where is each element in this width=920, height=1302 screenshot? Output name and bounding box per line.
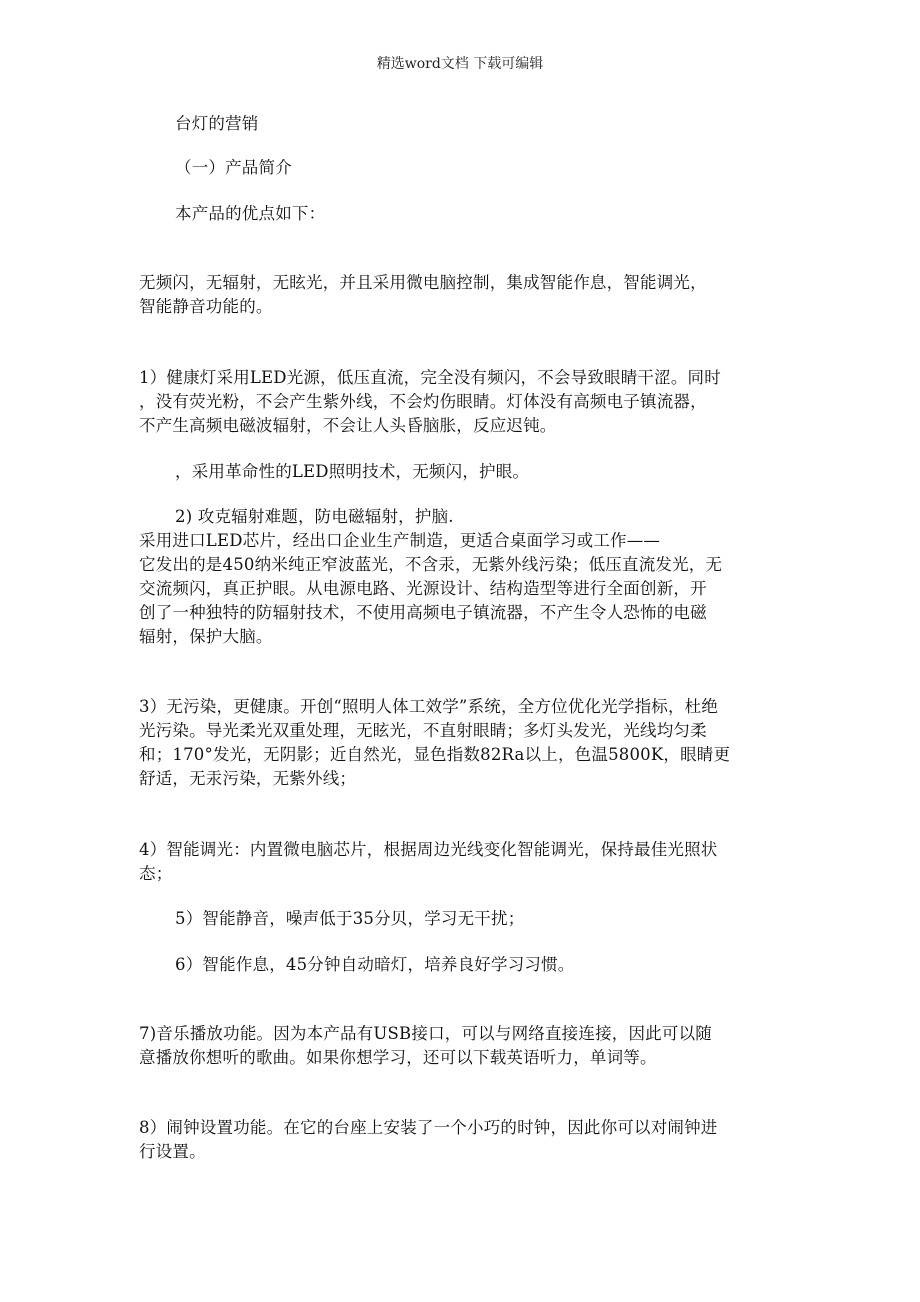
point2-line: 创了一种独特的防辐射技术，不使用高频电子镇流器，不产生令人恐怖的电磁 xyxy=(139,603,707,622)
point3-line: 3）无污染，更健康。开创“照明人体工效学”系统，全方位优化光学指标，杜绝 xyxy=(139,697,719,716)
point7-line: 意播放你想听的歌曲。如果你想学习，还可以下载英语听力，单词等。 xyxy=(139,1048,657,1067)
point1-line: 1）健康灯采用LED光源，低压直流，完全没有频闪，不会导致眼睛干涩。同时 xyxy=(139,368,721,387)
point3-line: 和；170°发光，无阴影；近自然光，显色指数82Ra以上，色温5800K，眼睛更 xyxy=(139,745,731,764)
point3-line: 光污染。导光柔光双重处理，无眩光，不直射眼睛；多灯头发光，光线均匀柔 xyxy=(139,721,707,740)
point7-line: 7)音乐播放功能。因为本产品有USB接口，可以与网络直接连接，因此可以随 xyxy=(139,1024,712,1043)
point2-line: 采用进口LED芯片，经出口企业生产制造，更适合桌面学习或工作—— xyxy=(139,531,661,550)
point1-line: ，没有荧光粉，不会产生紫外线，不会灼伤眼睛。灯体没有高频电子镇流器， xyxy=(139,392,707,411)
point5-text: 5）智能静音，噪声低于35分贝，学习无干扰； xyxy=(175,909,525,928)
summary-line: 无频闪，无辐射，无眩光，并且采用微电脑控制，集成智能作息，智能调光， xyxy=(139,273,707,292)
point8-line: 8）闹钟设置功能。在它的台座上安装了一个小巧的时钟，因此你可以对闹钟进 xyxy=(139,1118,718,1137)
summary-line: 智能静音功能的。 xyxy=(139,297,273,316)
point6-text: 6）智能作息，45分钟自动暗灯，培养良好学习习惯。 xyxy=(175,955,575,974)
point2-line: 交流频闪，真正护眼。从电源电路、光源设计、结构造型等进行全面创新，开 xyxy=(139,579,707,598)
section-heading: （一）产品简介 xyxy=(175,158,292,177)
point2-line: 辐射，保护大脑。 xyxy=(139,627,273,646)
point1-note: ，采用革命性的LED照明技术，无频闪，护眼。 xyxy=(175,462,530,481)
point4-line: 4）智能调光：内置微电脑芯片，根据周边光线变化智能调光，保持最佳光照状 xyxy=(139,840,718,859)
point8-line: 行设置。 xyxy=(139,1142,206,1161)
page-header: 精选word文档 下载可编辑 xyxy=(376,56,544,72)
document-title: 台灯的营销 xyxy=(175,114,259,133)
point1-line: 不产生高频电磁波辐射，不会让人头昏脑胀，反应迟钝。 xyxy=(139,416,557,435)
point4-line: 态； xyxy=(139,864,173,883)
point2-title: 2) 攻克辐射难题，防电磁辐射，护脑. xyxy=(175,507,454,526)
point3-line: 舒适，无汞污染，无紫外线； xyxy=(139,769,357,788)
point2-line: 它发出的是450纳米纯正窄波蓝光，不含汞，无紫外线污染；低压直流发光，无 xyxy=(139,555,723,574)
intro-text: 本产品的优点如下： xyxy=(175,204,326,223)
